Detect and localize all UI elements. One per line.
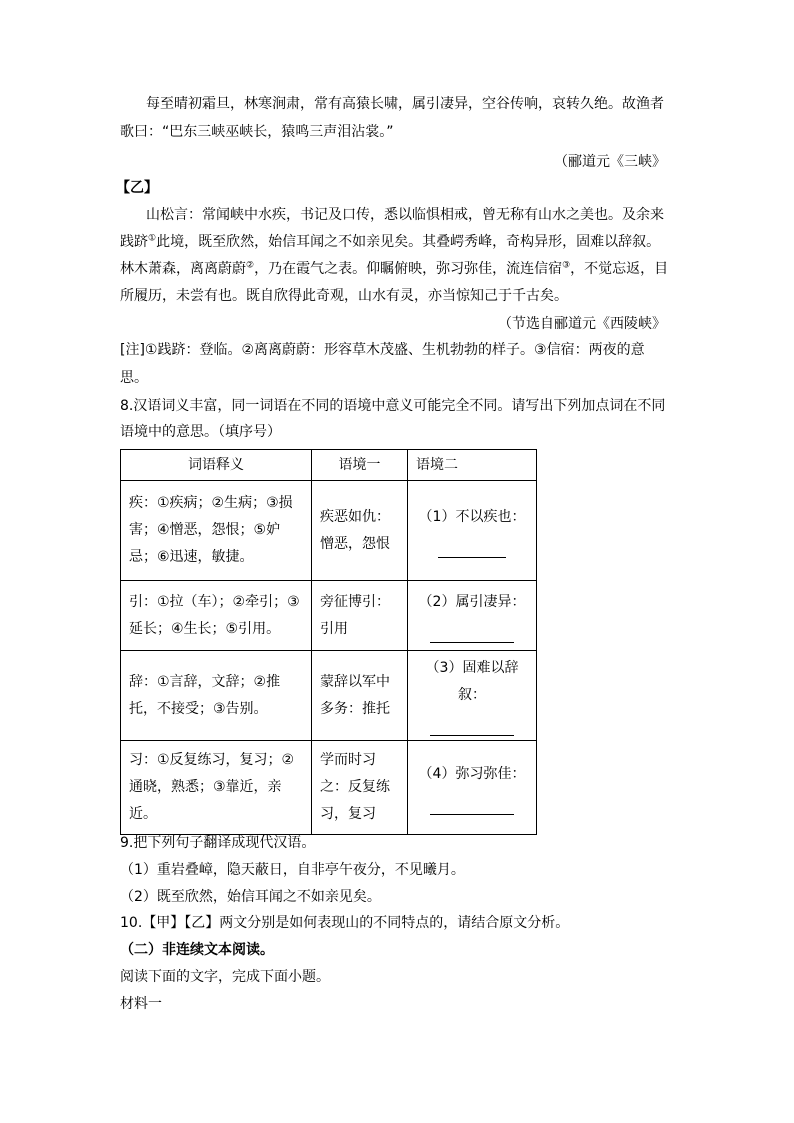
footnote-mark-2: ② <box>246 260 255 271</box>
table-row <box>121 651 537 741</box>
vocab-table <box>120 449 537 835</box>
q10-text: 10.【甲】【乙】两文分别是如何表现山的不同特点的，请结合原文分析。 <box>120 915 570 931</box>
answer-blank[interactable] <box>430 794 514 815</box>
q8-line-2: 语境中的意思。（填序号） <box>120 424 281 440</box>
context2-label: （4）弥习弥佳： <box>418 765 526 782</box>
table-header-row <box>121 450 537 481</box>
section2-heading: （二）非连续文本阅读。 <box>120 942 274 958</box>
answer-blank[interactable] <box>438 535 506 558</box>
context2-cell <box>408 741 537 835</box>
table-header: 词语释义 <box>121 450 312 481</box>
context2-cell <box>408 651 537 741</box>
table-row <box>121 581 537 651</box>
jia-source: （郦道元《三峡》 <box>554 154 666 170</box>
context2-label: （2）属引凄异： <box>418 593 526 610</box>
table-header: 语境一 <box>312 450 408 481</box>
footnote-mark-1: ① <box>148 233 157 244</box>
answer-blank[interactable] <box>430 622 514 643</box>
answer-blank[interactable] <box>430 715 514 736</box>
context2-label: （1）不以疾也： <box>418 508 526 525</box>
yi-line-2b: 此境，既至欣然，始信耳闻之不如亲见矣。其叠崿秀峰，奇构异形，固难以辞叙。 <box>156 234 661 250</box>
q9-item-1: （1）重岩叠嶂，隐天蔽日，自非亭午夜分，不见曦月。 <box>120 862 465 878</box>
yi-line-1: 山松言：常闻峡中水疾，书记及口传，悉以临惧相戒，曾无称有山水之美也。及余来 <box>146 207 664 223</box>
meaning-cell: 疾：①疾病；②生病；③损害；④憎恶，怨恨；⑤妒忌；⑥迅速，敏捷。 <box>121 481 312 581</box>
yi-line-2 <box>120 232 660 252</box>
footnote-mark-3: ③ <box>562 260 571 271</box>
yi-source: （节选自郦道元《西陵峡》 <box>498 316 666 332</box>
context2-cell <box>408 581 537 651</box>
context1-cell: 疾恶如仇：憎恶，怨恨 <box>312 481 408 581</box>
context1-cell: 蒙辞以军中多务：推托 <box>312 651 408 741</box>
meaning-cell: 引：①拉（车）；②牵引；③延长；④生长；⑤引用。 <box>121 581 312 651</box>
meaning-cell: 习：①反复练习，复习；②通晓，熟悉；③靠近，亲近。 <box>121 741 312 835</box>
jia-line-2: 歌曰：“巴东三峡巫峡长，猿鸣三声泪沾裳。” <box>120 124 394 140</box>
table-header: 语境二 <box>408 450 537 481</box>
yi-line-3c: ，不觉忘返，目 <box>570 261 669 277</box>
q8-line-1: 8.汉语词义丰富，同一词语在不同的语境中意义可能完全不同。请写出下列加点词在不同 <box>120 398 666 414</box>
q9-title: 9.把下列句子翻译成现代汉语。 <box>120 835 316 851</box>
note-line-1: [注]①践跻：登临。②离离蔚蔚：形容草木茂盛、生机勃勃的样子。③信宿：两夜的意 <box>120 342 645 358</box>
note-line-2: 思。 <box>120 370 148 386</box>
meaning-cell: 辞：①言辞，文辞；②推托，不接受；③告别。 <box>121 651 312 741</box>
table-row <box>121 741 537 835</box>
context1-cell: 旁征博引：引用 <box>312 581 408 651</box>
yi-line-4: 所履历，未尝有也。既自欣得此奇观，山水有灵，亦当惊知己于千古矣。 <box>120 288 568 304</box>
table-row <box>121 481 537 581</box>
q9-item-2: （2）既至欣然，始信耳闻之不如亲见矣。 <box>120 889 381 905</box>
context2-label: （3）固难以辞叙： <box>425 660 519 703</box>
yi-line-2a: 践跻 <box>120 234 148 250</box>
section2-instruction: 阅读下面的文字，完成下面小题。 <box>120 969 330 985</box>
context1-cell: 学而时习之：反复练习，复习 <box>312 741 408 835</box>
material-heading: 材料一 <box>120 996 162 1012</box>
yi-line-3 <box>120 259 668 279</box>
yi-label: 【乙】 <box>116 180 158 196</box>
yi-line-3a: 林木萧森，离离蔚蔚 <box>120 261 246 277</box>
context2-cell <box>408 481 537 581</box>
yi-line-3b: ，乃在霞气之表。仰瞩俯映，弥习弥佳，流连信宿 <box>254 261 563 277</box>
jia-line-1: 每至晴初霜旦，林寒涧肃，常有高猿长啸，属引凄异，空谷传响，哀转久绝。故渔者 <box>146 96 664 112</box>
